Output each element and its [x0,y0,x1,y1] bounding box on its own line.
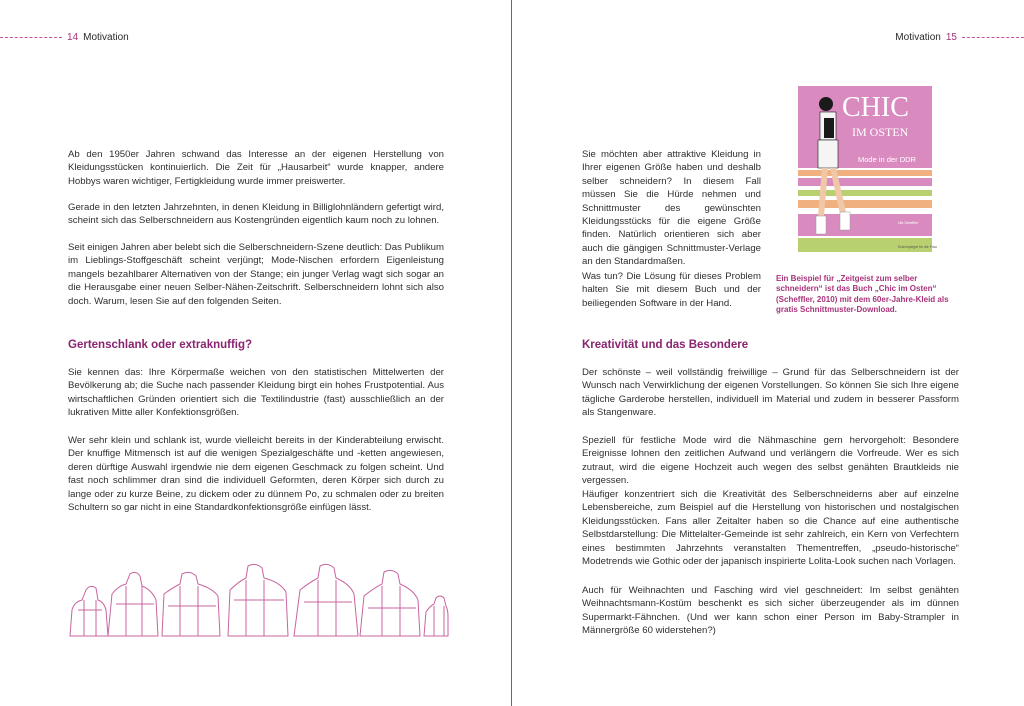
right-intro-paragraph-2: Was tun? Die Lösung für dieses Problem halten Sie mit diesem Buch und der beiliegenden Software in der Hand. [582,271,761,309]
left-section-title: Motivation [83,32,129,43]
left-running-header [0,32,129,43]
figure-silhouette [228,564,288,636]
left-paragraph-1: Ab den 1950er Jahren schwand das Interesse an der eigenen Herstellung von Kleidungsstücken kontinuierlich. Die Zeit für „Hausarbeit“ wurde knapper, andere Hobbys waren wichtiger, Fertigkleidung wurde immer preiswerter. [68,149,444,187]
cover-subtitle: Mode in der DDR [858,155,916,164]
header-dashed-rule [0,37,62,38]
cover-title-line2: IM OSTEN [852,125,909,139]
left-page [0,0,511,706]
right-paragraph-4: Auch für Weihnachten und Fasching wird viel geschneidert: Im selbst genähten Weihnachtsmann-Kostüm beschenkt es sich sicher überzeugender als im dünnen Supermarkt-Fähnchen. (Und wer kann schon einer Person im Baby-Strampler in Männergröße 60 widerstehen?) [582,585,959,637]
right-section-heading: Kreativität und das Besondere [582,339,749,351]
figure-silhouette [108,572,158,636]
book-cover-art [798,86,937,266]
cover-title-line1: CHIC [842,92,909,123]
left-paragraph-5: Wer sehr klein und schlank ist, wurde vielleicht bereits in der Kinderabteilung erwischt. Der knuffige Mitmensch ist auf die wenigen Spezialgeschäfte und -ketten angewiesen, deren dürftige Auswahl irgendwie nie dem eigenen Geschmack zu folgen scheint. Und fast noch schlimmer dran sind die individuell Geformten, deren Körper sich durch zu lange oder zu kurze Beine, zu dickem oder zu dünnem Po, zu schmalen oder zu breiten Schultern so gar nicht in eine Standardkonfektionsgröße einfügen lässt. [68,435,444,514]
figure-silhouette [294,564,358,636]
figure-silhouette [162,572,220,636]
right-paragraph-2: Speziell für festliche Mode wird die Nähmaschine gern hervorgeholt: Besondere Ereignisse lohnen den zeitlichen Aufwand und verlängern die Vorfreude. Wer es sich zutraut, wird die eigene Hochzeit auch wegen des selbst genähten Brautkleids nie vergessen. [582,435,959,487]
left-section-heading: Gertenschlank oder extraknuffig? [68,339,253,351]
figure-silhouette [70,586,108,636]
left-paragraph-4: Sie kennen das: Ihre Körpermaße weichen von den statistischen Mittelwerten der Bevölkerung ab; die Suche nach passender Kleidung birgt ein hohes Frustpotential. Aus wirtschaftlichen Gründen orientiert sich die Textilindustrie (fast) ausschließlich an der lukrativen Mitte aller Konfektionsgrößen. [68,367,444,419]
cover-caption: Ein Beispiel für „Zeitgeist zum selber schneidern“ ist das Buch „Chic im Osten“ (Scheffler, 2010) mit dem 60er-Jahre-Kleid als gratis Schnittmuster-Download. [776,274,949,314]
cover-author: Ute Scheffler [898,221,919,225]
book-cover-image [798,86,937,266]
left-paragraph-2: Gerade in den letzten Jahrzehnten, in denen Kleidung in Billiglohnländern gefertigt wird, scheint sich das Selberschneidern aus Kostengründen eigentlich kaum noch zu lohnen. [68,202,444,227]
right-page-number: 15 [945,32,957,43]
right-section-title: Motivation [895,32,941,43]
cover-publisher: Eulenspiegel für die Frau [898,245,937,249]
right-intro-paragraph-1: Sie möchten aber attraktive Kleidung in Ihrer eigenen Größe haben und deshalb selber schneidern? In diesem Fall müssen Sie die Hürde nehmen und Schnittmuster des gewünschten Kleidungsstücks für die eigene Größe finden. Natürlich orientieren sich aber auch die gängigen Schnittmuster-Verlage an den Standardmaßen. [582,149,761,268]
figure-silhouette [424,596,448,636]
right-paragraph-1: Der schönste – weil vollständig freiwillige – Grund für das Selberschneidern ist der Wunsch nach Verwirklichung der eigenen Vorstellungen. So können Sie sich Ihre eigene tägliche Garderobe herstellen, individuell im Material und zudem in besserer Passform als Stangenware. [582,367,959,419]
header-dashed-rule [962,37,1024,38]
right-page [513,0,1024,706]
left-paragraph-3: Seit einigen Jahren aber belebt sich die Selberschneidern-Szene deutlich: Das Publikum im Lieblings-Stoffgeschäft scheint verjüngt; Mode-Nischen erfordern Eigenleistung mangels bezahlbarer Alternativen von der Stange; ein junger Verlag wagt sich sogar an die Herausgabe einer neuen Selber-Nähen-Zeitschrift. Selberschneidern lohnt sich also doch. Warum, lesen Sie auf den folgenden Seiten. [68,242,444,307]
left-page-number: 14 [67,32,79,43]
figure-silhouette [360,570,420,636]
page-gutter [511,0,512,706]
clothing-silhouettes-illustration [68,560,448,638]
right-paragraph-3: Häufiger konzentriert sich die Kreativität des Selberschneiderns aber auf einzelne Lebensbereiche, zum Beispiel auf die Herstellung von historischen und nostalgischen Kleidungsstücken. Fans aller Zeitalter haben so die Chance auf eine authentische Selbstdarstellung: Die Mittelalter-Gemeinde ist sehr zahlreich, ein Kern von Verfechtern eines bestimmten Jahrzehnts veranstalten Thementreffen, „pseudo-historische“ Modetrends wie Gothic oder der japanisch inspirierte Lolita-Look suchen nach Vorlagen. [582,489,959,568]
right-running-header [895,32,1024,43]
